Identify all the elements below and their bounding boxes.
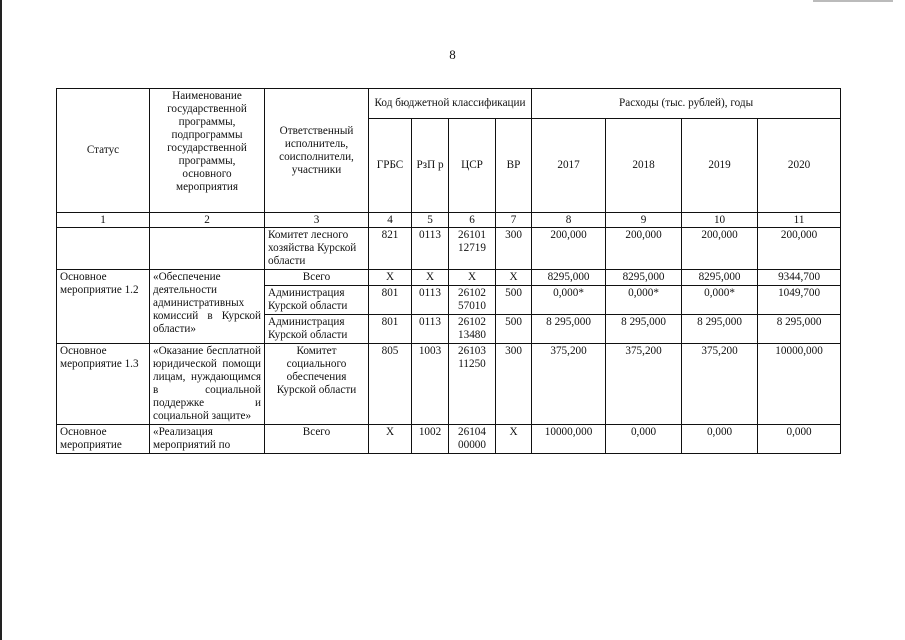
executor-cell: Администрация Курской области [265, 286, 369, 315]
col-num: 7 [496, 213, 532, 228]
status-cell: Основное мероприятие 1.3 [57, 344, 150, 425]
col-num: 10 [682, 213, 758, 228]
table-row [57, 270, 841, 286]
status-cell: Основное мероприятие 1.2 [57, 270, 150, 344]
value-2018: 375,200 [606, 344, 682, 425]
vr-cell: Х [496, 270, 532, 286]
csr-cell: 26103 11250 [449, 344, 496, 425]
col-num: 4 [369, 213, 412, 228]
page-left-border [0, 0, 2, 640]
vr-cell: 300 [496, 344, 532, 425]
executor-cell: Комитет социального обеспечения Курской области [265, 344, 369, 425]
vr-cell: 500 [496, 315, 532, 344]
header-budget-code: Код бюджетной классификации [369, 89, 532, 119]
value-2018: 8295,000 [606, 270, 682, 286]
header-year-2017: 2017 [532, 119, 606, 213]
col-num: 3 [265, 213, 369, 228]
executor-cell: Комитет лесного хозяйства Курской области [265, 228, 369, 270]
table-row [57, 425, 841, 454]
status-cell: Основное мероприятие [57, 425, 150, 454]
budget-table [56, 88, 841, 454]
value-2020: 1049,700 [758, 286, 841, 315]
grbs-cell: 801 [369, 315, 412, 344]
col-num: 2 [150, 213, 265, 228]
rzpr-cell: 0113 [412, 228, 449, 270]
header-year-2018: 2018 [606, 119, 682, 213]
header-expenses: Расходы (тыс. рублей), годы [532, 89, 841, 119]
header-vr: ВР [496, 119, 532, 213]
col-num: 8 [532, 213, 606, 228]
value-2017: 10000,000 [532, 425, 606, 454]
rzpr-cell: 1003 [412, 344, 449, 425]
header-csr: ЦСР [449, 119, 496, 213]
header-executor: Ответственный исполнитель, соисполнители, участники [265, 89, 369, 213]
value-2018: 0,000* [606, 286, 682, 315]
rzpr-cell: Х [412, 270, 449, 286]
value-2017: 8 295,000 [532, 315, 606, 344]
value-2018: 0,000 [606, 425, 682, 454]
value-2020: 10000,000 [758, 344, 841, 425]
value-2018: 200,000 [606, 228, 682, 270]
column-number-row [57, 213, 841, 228]
header-row-1 [57, 89, 841, 119]
header-status: Статус [57, 89, 150, 213]
header-grbs: ГРБС [369, 119, 412, 213]
grbs-cell: 801 [369, 286, 412, 315]
value-2019: 0,000 [682, 425, 758, 454]
value-2019: 0,000* [682, 286, 758, 315]
header-rzpr: РзП р [412, 119, 449, 213]
rzpr-cell: 0113 [412, 315, 449, 344]
table-row [57, 344, 841, 425]
name-cell-empty [150, 228, 265, 270]
vr-cell: Х [496, 425, 532, 454]
value-2017: 375,200 [532, 344, 606, 425]
col-num: 9 [606, 213, 682, 228]
value-2019: 375,200 [682, 344, 758, 425]
value-2020: 0,000 [758, 425, 841, 454]
col-num: 1 [57, 213, 150, 228]
value-2017: 8295,000 [532, 270, 606, 286]
col-num: 11 [758, 213, 841, 228]
value-2020: 200,000 [758, 228, 841, 270]
rzpr-cell: 1002 [412, 425, 449, 454]
grbs-cell: 805 [369, 344, 412, 425]
value-2019: 8 295,000 [682, 315, 758, 344]
rzpr-cell: 0113 [412, 286, 449, 315]
executor-cell: Всего [265, 270, 369, 286]
table-row [57, 228, 841, 270]
value-2017: 0,000* [532, 286, 606, 315]
status-cell-empty [57, 228, 150, 270]
csr-cell: 26104 00000 [449, 425, 496, 454]
vr-cell: 300 [496, 228, 532, 270]
header-program-name: Наименование государственной программы, подпрограммы государственной программы, основного мероприятия [150, 89, 265, 213]
executor-cell: Всего [265, 425, 369, 454]
value-2020: 8 295,000 [758, 315, 841, 344]
csr-cell: 26102 57010 [449, 286, 496, 315]
value-2017: 200,000 [532, 228, 606, 270]
grbs-cell: Х [369, 425, 412, 454]
grbs-cell: Х [369, 270, 412, 286]
value-2019: 8295,000 [682, 270, 758, 286]
name-cell: «Реализация мероприятий по [150, 425, 265, 454]
name-cell: «Оказание бесплатной юридической помощи лицам, нуждающимся в социальной поддержке и социальной защите» [150, 344, 265, 425]
csr-cell: 26101 12719 [449, 228, 496, 270]
csr-cell: 26102 13480 [449, 315, 496, 344]
name-cell: «Обеспечение деятельности административных комиссий в Курской области» [150, 270, 265, 344]
csr-cell: Х [449, 270, 496, 286]
vr-cell: 500 [496, 286, 532, 315]
header-year-2020: 2020 [758, 119, 841, 213]
header-year-2019: 2019 [682, 119, 758, 213]
executor-cell: Администрация Курской области [265, 315, 369, 344]
value-2019: 200,000 [682, 228, 758, 270]
col-num: 5 [412, 213, 449, 228]
scan-artifact [813, 0, 893, 2]
value-2018: 8 295,000 [606, 315, 682, 344]
col-num: 6 [449, 213, 496, 228]
value-2020: 9344,700 [758, 270, 841, 286]
page-number: 8 [449, 47, 456, 62]
grbs-cell: 821 [369, 228, 412, 270]
